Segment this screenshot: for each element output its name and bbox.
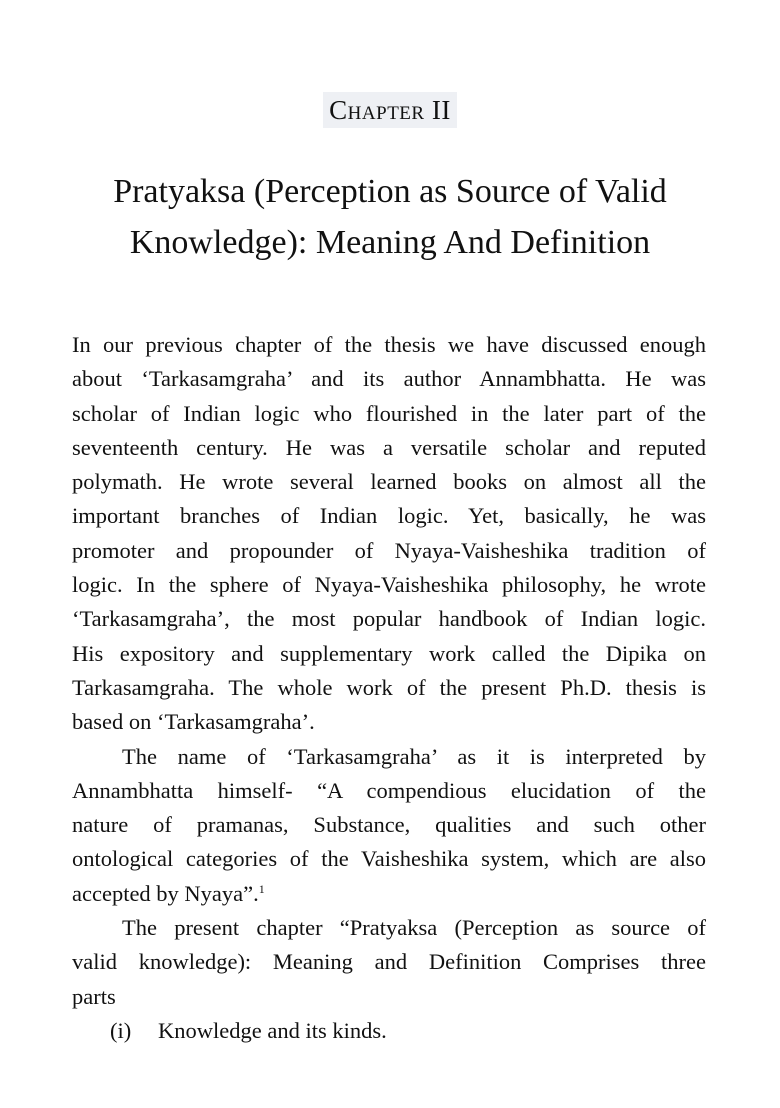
text-line: scholar of Indian logic who flourished in the later part of the [72, 400, 706, 426]
title-line: Knowledge): Meaning And Definition [129, 224, 651, 261]
text-line: logic. In the sphere of Nyaya-Vaisheshika philosophy, he wrote [72, 572, 706, 598]
body-text [72, 328, 706, 1048]
list-item-text: Knowledge and its kinds. [158, 1017, 387, 1043]
text-line: parts [72, 983, 116, 1009]
text-line: based on ‘Tarkasamgraha’. [72, 709, 315, 735]
text-line: The present chapter “Pratyaksa (Perception as source of [122, 915, 706, 941]
text-line: Annambhatta himself- “A compendious elucidation of the [72, 777, 706, 803]
text-line: His expository and supplementary work called the Dipika on [72, 640, 706, 666]
text-line: nature of pramanas, Substance, qualities and such other [72, 812, 706, 838]
paragraph-3 [72, 911, 706, 1014]
text-line: ‘Tarkasamgraha’, the most popular handbook of Indian logic. [72, 606, 706, 632]
text-line: Tarkasamgraha. The whole work of the present Ph.D. thesis is [72, 674, 706, 700]
text-line: valid knowledge): Meaning and Definition Comprises three [72, 949, 706, 975]
chapter-label: Chapter II [323, 92, 457, 128]
text-line: In our previous chapter of the thesis we have discussed enough [72, 332, 706, 357]
text-line: polymath. He wrote several learned books on almost all the [72, 469, 706, 495]
footnote-reference[interactable]: 1 [258, 881, 265, 896]
list-item-number: (i) [110, 1017, 132, 1043]
title-line: Pratyaksa (Perception as Source of Valid [113, 173, 667, 210]
chapter-title [40, 166, 740, 268]
text-line: ontological categories of the Vaisheshika system, which are also [72, 846, 706, 872]
paragraph-2 [72, 740, 706, 911]
chapter-heading [0, 92, 780, 128]
list-item [72, 1014, 706, 1048]
text-line: about ‘Tarkasamgraha’ and its author Annambhatta. He was [72, 366, 706, 392]
text-line: important branches of Indian logic. Yet, basically, he was [72, 503, 706, 529]
text-line: seventeenth century. He was a versatile scholar and reputed [72, 434, 706, 460]
paragraph-1 [72, 328, 706, 740]
text-line [72, 877, 706, 911]
text-line: promoter and propounder of Nyaya-Vaisheshika tradition of [72, 537, 706, 563]
text-line: The name of ‘Tarkasamgraha’ as it is interpreted by [122, 743, 706, 769]
text-line-content: accepted by Nyaya”. [72, 880, 259, 906]
